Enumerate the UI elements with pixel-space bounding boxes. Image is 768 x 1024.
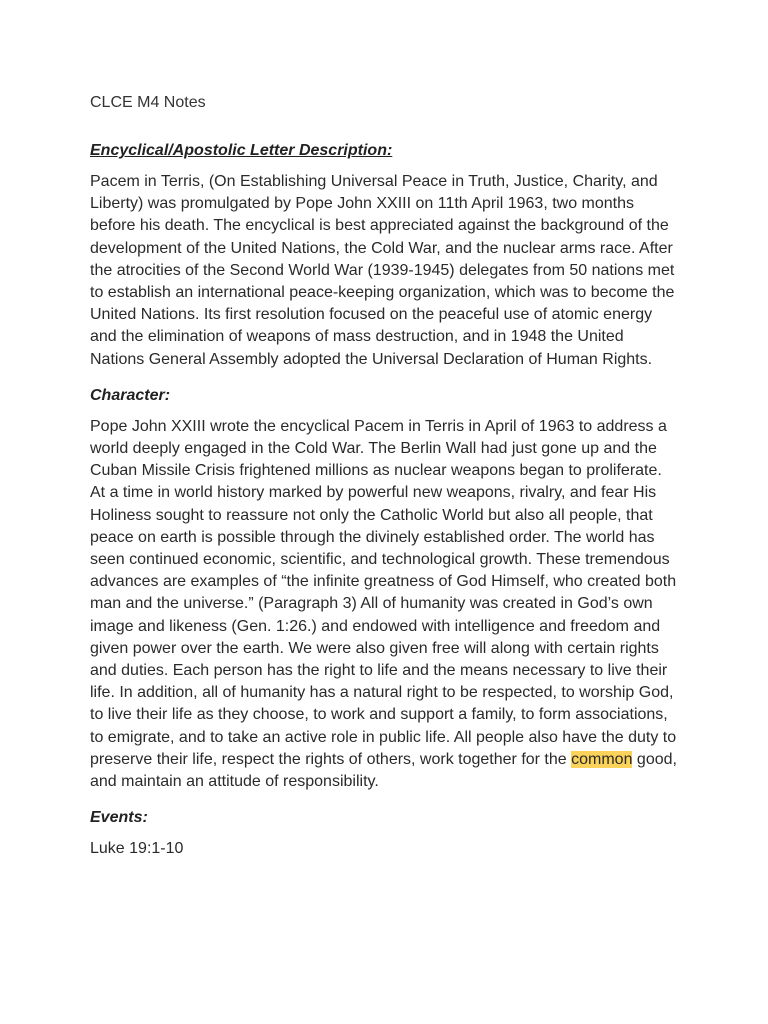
character-text-before: Pope John XXIII wrote the encyclical Pacem in Terris in April of 1963 to address a world deeply engaged in the Cold War. The Berlin Wall had just gone up and the Cuban Missile Crisis frightened millions as nuclear weapons began to proliferate. At a time in world history marked by powerful new weapons, rivalry, and fear His Holiness sought to reassure not only the Catholic World but also all people, that peace on earth is possible through the divinely established order. The world has seen continued economic, scientific, and technological growth. These tremendous advances are examples of “the infinite greatness of God Himself, who created both man and the universe.” (Paragraph 3) All of humanity was created in God’s own image and likeness (Gen. 1:26.) and endowed with intelligence and freedom and given power over the earth. We were also given free will along with certain rights and duties. Each person has the right to life and the means necessary to live their life. In addition, all of humanity has a natural right to be respected, to worship God, to live their life as they choose, to work and support a family, to form associations, to emigrate, and to take an active role in public life. All people also have the duty to preserve their life, respect the rights of others, work together for the — [90, 417, 677, 768]
character-text-after: good, and maintain an attitude of responsibility. — [90, 750, 677, 791]
events-paragraph: Luke 19:1-10 — [90, 840, 184, 858]
section-heading-description: Encyclical/Apostolic Letter Description: — [90, 142, 393, 159]
character-paragraph — [90, 416, 680, 793]
description-paragraph: Pacem in Terris, (On Establishing Universal Peace in Truth, Justice, Charity, and Liberty) was promulgated by Pope John XXIII on 11th April 1963, two months before his death. The encyclical is best appreciated against the background of the development of the United Nations, the Cold War, and the nuclear arms race. After the atrocities of the Second World War (1939-1945) delegates from 50 nations met to establish an international peace-keeping organization, which was to become the United Nations. Its first resolution focused on the peaceful use of atomic energy and the elimination of weapons of mass destruction, and in 1948 the United Nations General Assembly adopted the Universal Declaration of Human Rights. — [90, 173, 675, 368]
document-page — [90, 92, 680, 870]
document-title: CLCE M4 Notes — [90, 94, 206, 111]
section-heading-events: Events: — [90, 809, 148, 827]
section-heading-character: Character: — [90, 386, 171, 404]
highlighted-word: common — [571, 750, 633, 768]
